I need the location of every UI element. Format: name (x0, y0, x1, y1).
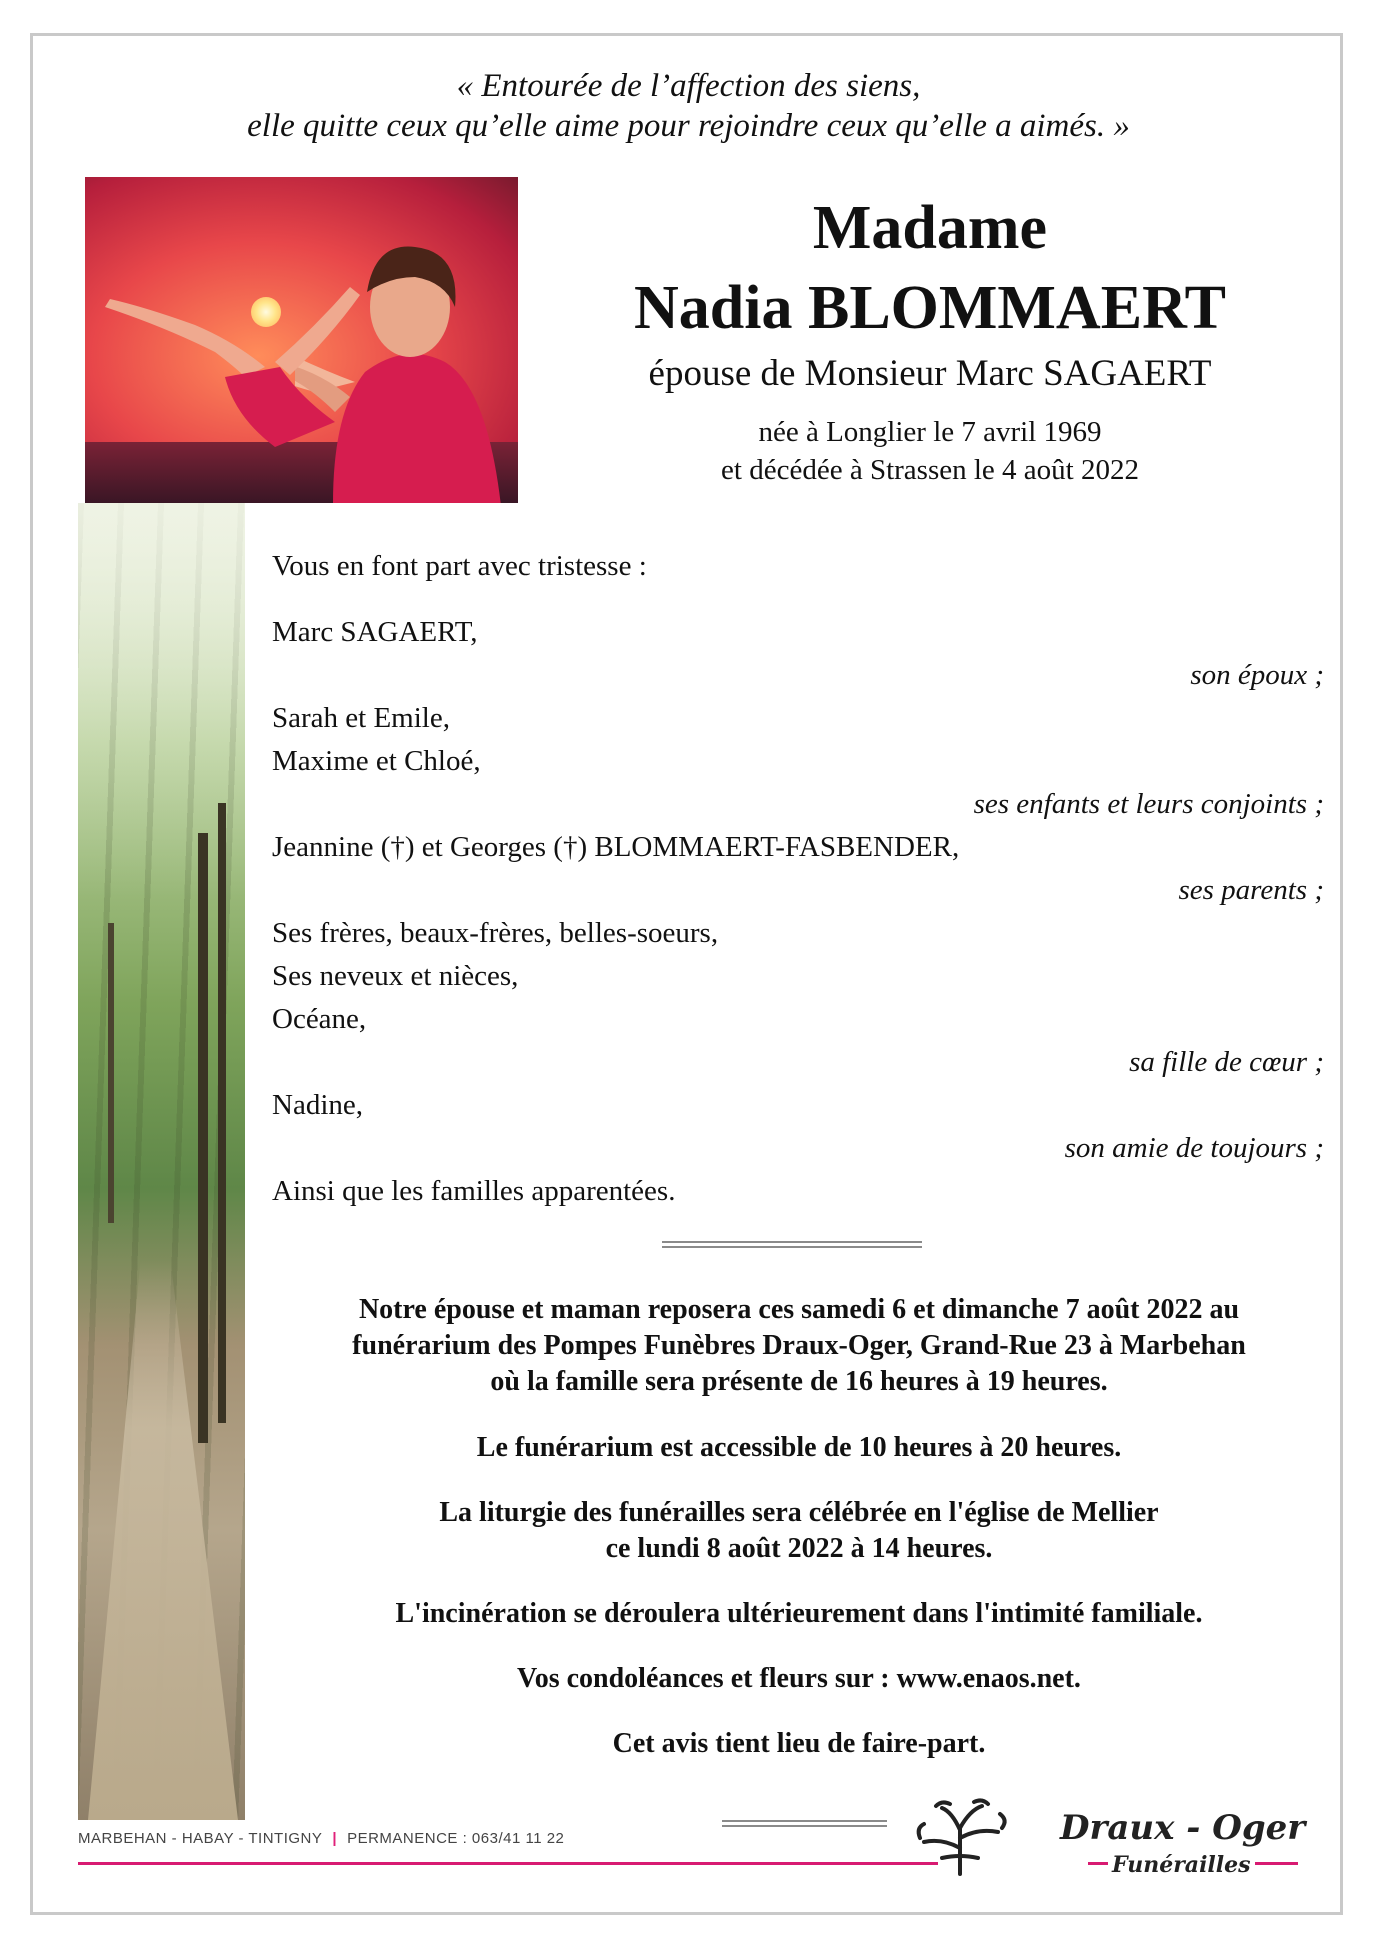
visitation-line: Notre épouse et maman reposera ces samedi 6 et dimanche 7 août 2022 au (358, 1294, 1240, 1325)
relation-label: ses enfants et leurs conjoints ; (973, 788, 1324, 820)
liturgy-paragraph (262, 1495, 1336, 1567)
condolences-note: Vos condoléances et fleurs sur : www.enaos.net. (517, 1663, 1081, 1694)
visitation-line: où la famille sera présente de 16 heures à 19 heures. (490, 1366, 1108, 1397)
relation-label: sa fille de cœur ; (1129, 1046, 1324, 1078)
tree-icon (912, 1798, 1012, 1876)
tree-trunk (218, 803, 226, 1423)
family-line: Ses neveux et nièces, (272, 960, 519, 992)
quote-line-1: « Entourée de l’affection des siens, (456, 68, 921, 104)
family-line: Ainsi que les familles apparentées. (272, 1175, 676, 1207)
footer-locations: MARBEHAN - HABAY - TINTIGNY (78, 1830, 323, 1847)
family-line: Nadine, (272, 1089, 363, 1121)
life-dates (540, 413, 1320, 489)
spouse-line: épouse de Monsieur Marc SAGAERT (648, 353, 1212, 394)
portrait-photo (85, 177, 518, 503)
deceased-name: Nadia BLOMMAERT (633, 274, 1227, 342)
tree-trunk (108, 923, 114, 1223)
opening-hours: Le funérarium est accessible de 10 heures à 20 heures. (476, 1432, 1122, 1463)
relation-label: son amie de toujours ; (1064, 1132, 1324, 1164)
footer-separator: | (332, 1830, 338, 1847)
logo-subtitle: Funérailles (1108, 1852, 1255, 1878)
liturgy-line: La liturgie des funérailles sera célébrée en l'église de Mellier (439, 1497, 1159, 1528)
tree-trunk (198, 833, 208, 1443)
footer-permanence: PERMANENCE : 063/41 11 22 (347, 1830, 565, 1847)
logo-name: Draux - Oger (1060, 1808, 1306, 1848)
notice-note: Cet avis tient lieu de faire-part. (612, 1728, 986, 1759)
divider (662, 1241, 922, 1248)
visitation-paragraph (262, 1292, 1336, 1400)
family-line: Marc SAGAERT, (272, 616, 478, 648)
forest-trail (88, 1260, 238, 1820)
birth-line: née à Longlier le 7 avril 1969 (758, 416, 1102, 448)
cremation-note: L'incinération se déroulera ultérieurement dans l'intimité familiale. (395, 1598, 1203, 1629)
footer-divider (722, 1820, 887, 1827)
relation-label: son époux ; (1190, 659, 1324, 691)
liturgy-line: ce lundi 8 août 2022 à 14 heures. (605, 1533, 993, 1564)
hands-shape (85, 177, 518, 503)
epitaph-quote (0, 66, 1377, 146)
visitation-line: funérarium des Pompes Funèbres Draux-Oger, Grand-Rue 23 à Marbehan (352, 1330, 1246, 1361)
footer-accent-line (78, 1862, 938, 1865)
forest-path-image (78, 503, 245, 1820)
family-line: Maxime et Chloé, (272, 745, 481, 777)
intro-line: Vous en font part avec tristesse : (272, 550, 647, 582)
family-line: Sarah et Emile, (272, 702, 450, 734)
family-line: Jeannine (†) et Georges (†) BLOMMAERT-FASBENDER, (272, 831, 960, 863)
family-line: Océane, (272, 1003, 367, 1035)
deceased-title: Madame (812, 194, 1048, 262)
footer-contact (78, 1830, 564, 1847)
quote-line-2: elle quitte ceux qu’elle aime pour rejoindre ceux qu’elle a aimés. » (247, 108, 1130, 144)
death-line: et décédée à Strassen le 4 août 2022 (721, 454, 1139, 486)
family-line: Ses frères, beaux-frères, belles-soeurs, (272, 917, 719, 949)
relation-label: ses parents ; (1178, 874, 1324, 906)
